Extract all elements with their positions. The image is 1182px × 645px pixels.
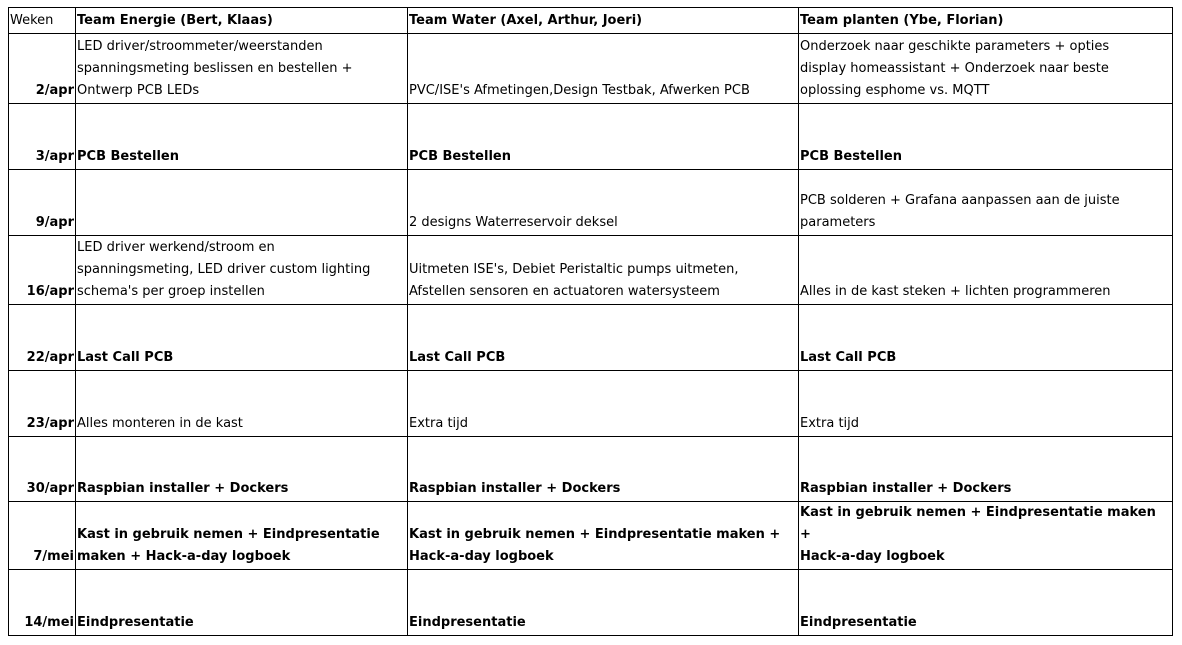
water-task-cell[interactable]: Eindpresentatie — [408, 570, 799, 636]
energie-task-cell[interactable]: PCB Bestellen — [76, 104, 408, 170]
header-team-planten[interactable]: Team planten (Ybe, Florian) — [799, 8, 1173, 34]
planten-task-cell[interactable]: Alles in de kast steken + lichten programmeren — [799, 236, 1173, 305]
energie-task-cell[interactable]: Raspbian installer + Dockers — [76, 437, 408, 502]
table-row — [9, 236, 1173, 305]
planten-task-cell[interactable]: Last Call PCB — [799, 305, 1173, 371]
table-row — [9, 104, 1173, 170]
water-task-cell[interactable]: Uitmeten ISE's, Debiet Peristaltic pumps uitmeten, Afstellen sensoren en actuatoren watersysteem — [408, 236, 799, 305]
week-cell[interactable]: 3/apr — [9, 104, 76, 170]
week-cell[interactable]: 14/mei — [9, 570, 76, 636]
week-cell[interactable]: 22/apr — [9, 305, 76, 371]
energie-task-cell[interactable]: LED driver werkend/stroom en spanningsmeting, LED driver custom lighting schema's per groep instellen — [76, 236, 408, 305]
planten-task-cell[interactable]: Kast in gebruik nemen + Eindpresentatie maken + Hack-a-day logboek — [799, 502, 1173, 570]
header-weeks[interactable]: Weken — [9, 8, 76, 34]
energie-task-cell[interactable]: Eindpresentatie — [76, 570, 408, 636]
table-row — [9, 305, 1173, 371]
table-row — [9, 170, 1173, 236]
water-task-cell[interactable]: Last Call PCB — [408, 305, 799, 371]
table-row — [9, 570, 1173, 636]
header-team-water[interactable]: Team Water (Axel, Arthur, Joeri) — [408, 8, 799, 34]
water-task-cell[interactable]: Raspbian installer + Dockers — [408, 437, 799, 502]
planten-task-cell[interactable]: Raspbian installer + Dockers — [799, 437, 1173, 502]
water-task-cell[interactable]: Kast in gebruik nemen + Eindpresentatie maken + Hack-a-day logboek — [408, 502, 799, 570]
energie-task-cell[interactable]: Last Call PCB — [76, 305, 408, 371]
header-row — [9, 8, 1173, 34]
water-task-cell[interactable]: Extra tijd — [408, 371, 799, 437]
planten-task-cell[interactable]: Onderzoek naar geschikte parameters + opties display homeassistant + Onderzoek naar beste oplossing esphome vs. MQTT — [799, 34, 1173, 104]
planten-task-cell[interactable]: PCB solderen + Grafana aanpassen aan de juiste parameters — [799, 170, 1173, 236]
energie-task-cell[interactable]: Alles monteren in de kast — [76, 371, 408, 437]
energie-task-cell[interactable] — [76, 170, 408, 236]
table-row — [9, 502, 1173, 570]
table-row — [9, 371, 1173, 437]
header-team-energie[interactable]: Team Energie (Bert, Klaas) — [76, 8, 408, 34]
table-row — [9, 34, 1173, 104]
planten-task-cell[interactable]: PCB Bestellen — [799, 104, 1173, 170]
energie-task-cell[interactable]: LED driver/stroommeter/weerstanden spanningsmeting beslissen en bestellen + Ontwerp PCB LEDs — [76, 34, 408, 104]
energie-task-cell[interactable]: Kast in gebruik nemen + Eindpresentatie maken + Hack-a-day logboek — [76, 502, 408, 570]
week-cell[interactable]: 7/mei — [9, 502, 76, 570]
table-row — [9, 437, 1173, 502]
week-cell[interactable]: 9/apr — [9, 170, 76, 236]
week-cell[interactable]: 2/apr — [9, 34, 76, 104]
planten-task-cell[interactable]: Extra tijd — [799, 371, 1173, 437]
week-cell[interactable]: 16/apr — [9, 236, 76, 305]
water-task-cell[interactable]: PCB Bestellen — [408, 104, 799, 170]
week-cell[interactable]: 30/apr — [9, 437, 76, 502]
week-cell[interactable]: 23/apr — [9, 371, 76, 437]
water-task-cell[interactable]: PVC/ISE's Afmetingen,Design Testbak, Afwerken PCB — [408, 34, 799, 104]
water-task-cell[interactable]: 2 designs Waterreservoir deksel — [408, 170, 799, 236]
planning-table — [8, 7, 1173, 636]
planten-task-cell[interactable]: Eindpresentatie — [799, 570, 1173, 636]
